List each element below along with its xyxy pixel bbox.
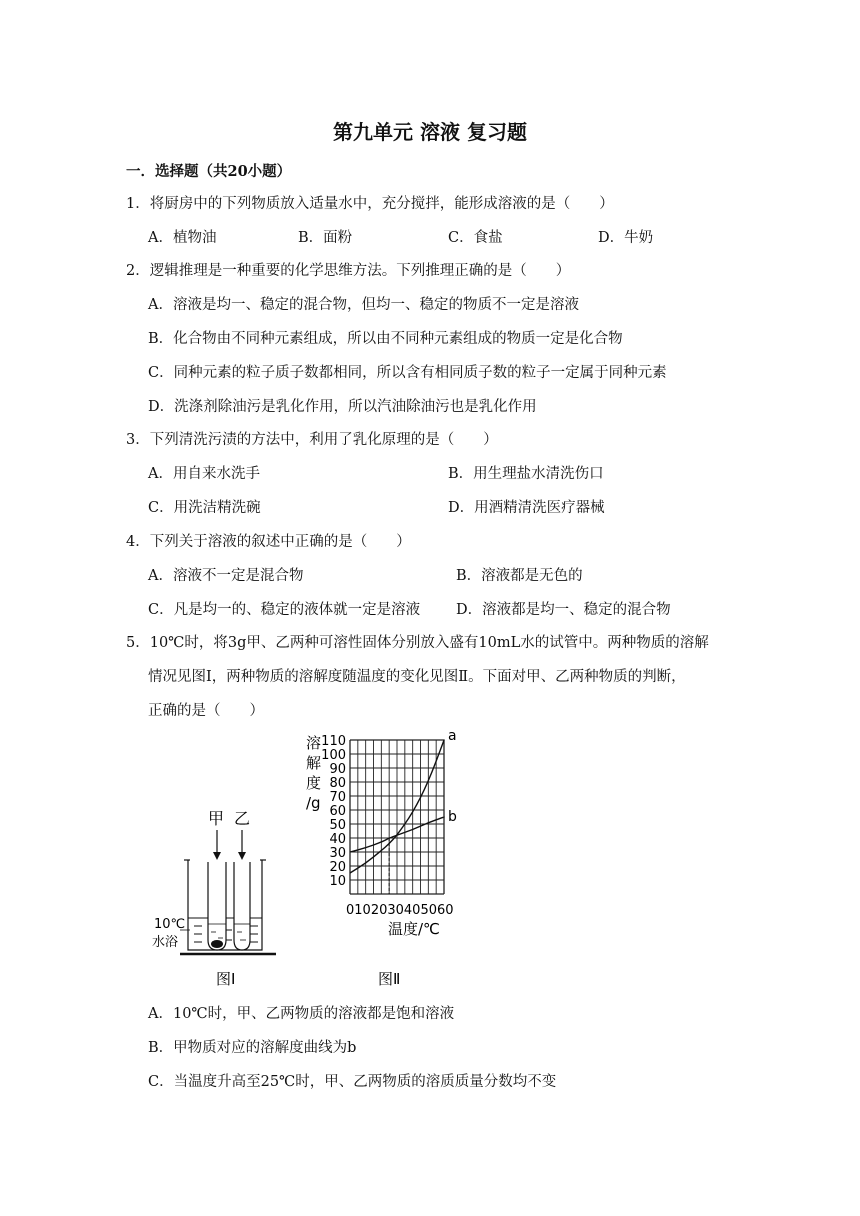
question-4-option-a: A．溶液不一定是混合物 (148, 568, 304, 584)
question-4-option-d: D．溶液都是均一、稳定的混合物 (456, 602, 671, 618)
y-tick-label: 70 (329, 790, 346, 805)
x-axis-label: 温度/℃ (388, 920, 440, 938)
solubility-chart (300, 728, 470, 990)
y-axis-label-char: 溶 (306, 734, 322, 752)
question-1-option-d: D．牛奶 (598, 230, 654, 246)
y-tick-label: 80 (329, 776, 346, 791)
question-4-option-b: B．溶液都是无色的 (456, 568, 583, 584)
question-1-option-c: C．食盐 (448, 230, 503, 246)
question-5-stem-line-1: 5．10℃时，将3g甲、乙两种可溶性固体分别放入盛有10mL水的试管中。两种物质的溶解 (126, 635, 709, 651)
chart-grid (350, 740, 444, 894)
water-bath-label: 水浴 (152, 935, 179, 950)
question-5-option-b: B．甲物质对应的溶解度曲线为b (148, 1040, 357, 1056)
y-tick-label: 100 (321, 748, 346, 763)
y-tick-label: 30 (329, 846, 346, 861)
y-axis-label-char: 度 (306, 774, 322, 792)
question-2-option-a: A．溶液是均一、稳定的混合物，但均一、稳定的物质不一定是溶液 (148, 297, 579, 313)
y-tick-labels (321, 734, 346, 889)
question-5-stem-line-2: 情况见图Ⅰ，两种物质的溶解度随温度的变化见图Ⅱ。下面对甲、乙两种物质的判断， (148, 669, 686, 685)
question-4-option-c: C．凡是均一的、稳定的液体就一定是溶液 (148, 602, 421, 618)
question-5-option-a: A．10℃时，甲、乙两物质的溶液都是饱和溶液 (148, 1006, 455, 1022)
y-tick-label: 60 (329, 804, 346, 819)
series-label-a: a (448, 728, 457, 744)
question-5-option-c: C．当温度升高至25℃时，甲、乙两物质的溶质质量分数均不变 (148, 1074, 557, 1090)
y-tick-label: 20 (329, 860, 346, 875)
y-tick-label: 90 (329, 762, 346, 777)
page-title: 第九单元 溶液 复习题 (333, 120, 527, 144)
question-1-option-a: A．植物油 (148, 230, 217, 246)
tube-label-jia: 甲 (208, 809, 225, 828)
question-5-stem-line-3: 正确的是（ ） (148, 703, 264, 719)
question-2-stem: 2．逻辑推理是一种重要的化学思维方法。下列推理正确的是（ ） (126, 263, 571, 279)
series-label-b: b (448, 809, 457, 825)
section-heading: 一．选择题（共20小题） (126, 163, 292, 180)
question-2-option-c: C．同种元素的粒子质子数都相同，所以含有相同质子数的粒子一定属于同种元素 (148, 365, 667, 381)
question-2-option-d: D．洗涤剂除油污是乳化作用，所以汽油除油污也是乳化作用 (148, 399, 537, 415)
question-1-option-b: B．面粉 (298, 230, 353, 246)
question-1-stem: 1．将厨房中的下列物质放入适量水中，充分搅拌，能形成溶液的是（ ） (126, 196, 614, 212)
y-tick-label: 40 (329, 832, 346, 847)
figure-2-caption: 图Ⅱ (378, 970, 401, 988)
tube-label-yi: 乙 (234, 809, 251, 828)
question-3-option-c: C．用洗洁精洗碗 (148, 500, 261, 516)
y-axis-label (306, 734, 321, 812)
question-3-stem: 3．下列清洗污渍的方法中，利用了乳化原理的是（ ） (126, 432, 498, 448)
question-3-option-a: A．用自来水洗手 (148, 466, 260, 482)
x-tick-labels: 0102030405060 (346, 903, 454, 918)
question-4-stem: 4．下列关于溶液的叙述中正确的是（ ） (126, 534, 411, 550)
y-axis-label-char: /g (306, 794, 321, 812)
bath-temperature-label: 10℃ (154, 917, 186, 932)
y-axis-label-char: 解 (306, 754, 322, 772)
y-tick-label: 50 (329, 818, 346, 833)
figure-1-test-tubes (150, 800, 290, 990)
question-3-option-b: B．用生理盐水清洗伤口 (448, 466, 604, 482)
y-tick-label: 110 (321, 734, 346, 749)
question-2-option-b: B．化合物由不同种元素组成，所以由不同种元素组成的物质一定是化合物 (148, 331, 623, 347)
question-3-option-d: D．用酒精清洗医疗器械 (448, 500, 605, 516)
y-tick-label: 10 (329, 874, 346, 889)
figure-1-caption: 图Ⅰ (216, 970, 236, 988)
